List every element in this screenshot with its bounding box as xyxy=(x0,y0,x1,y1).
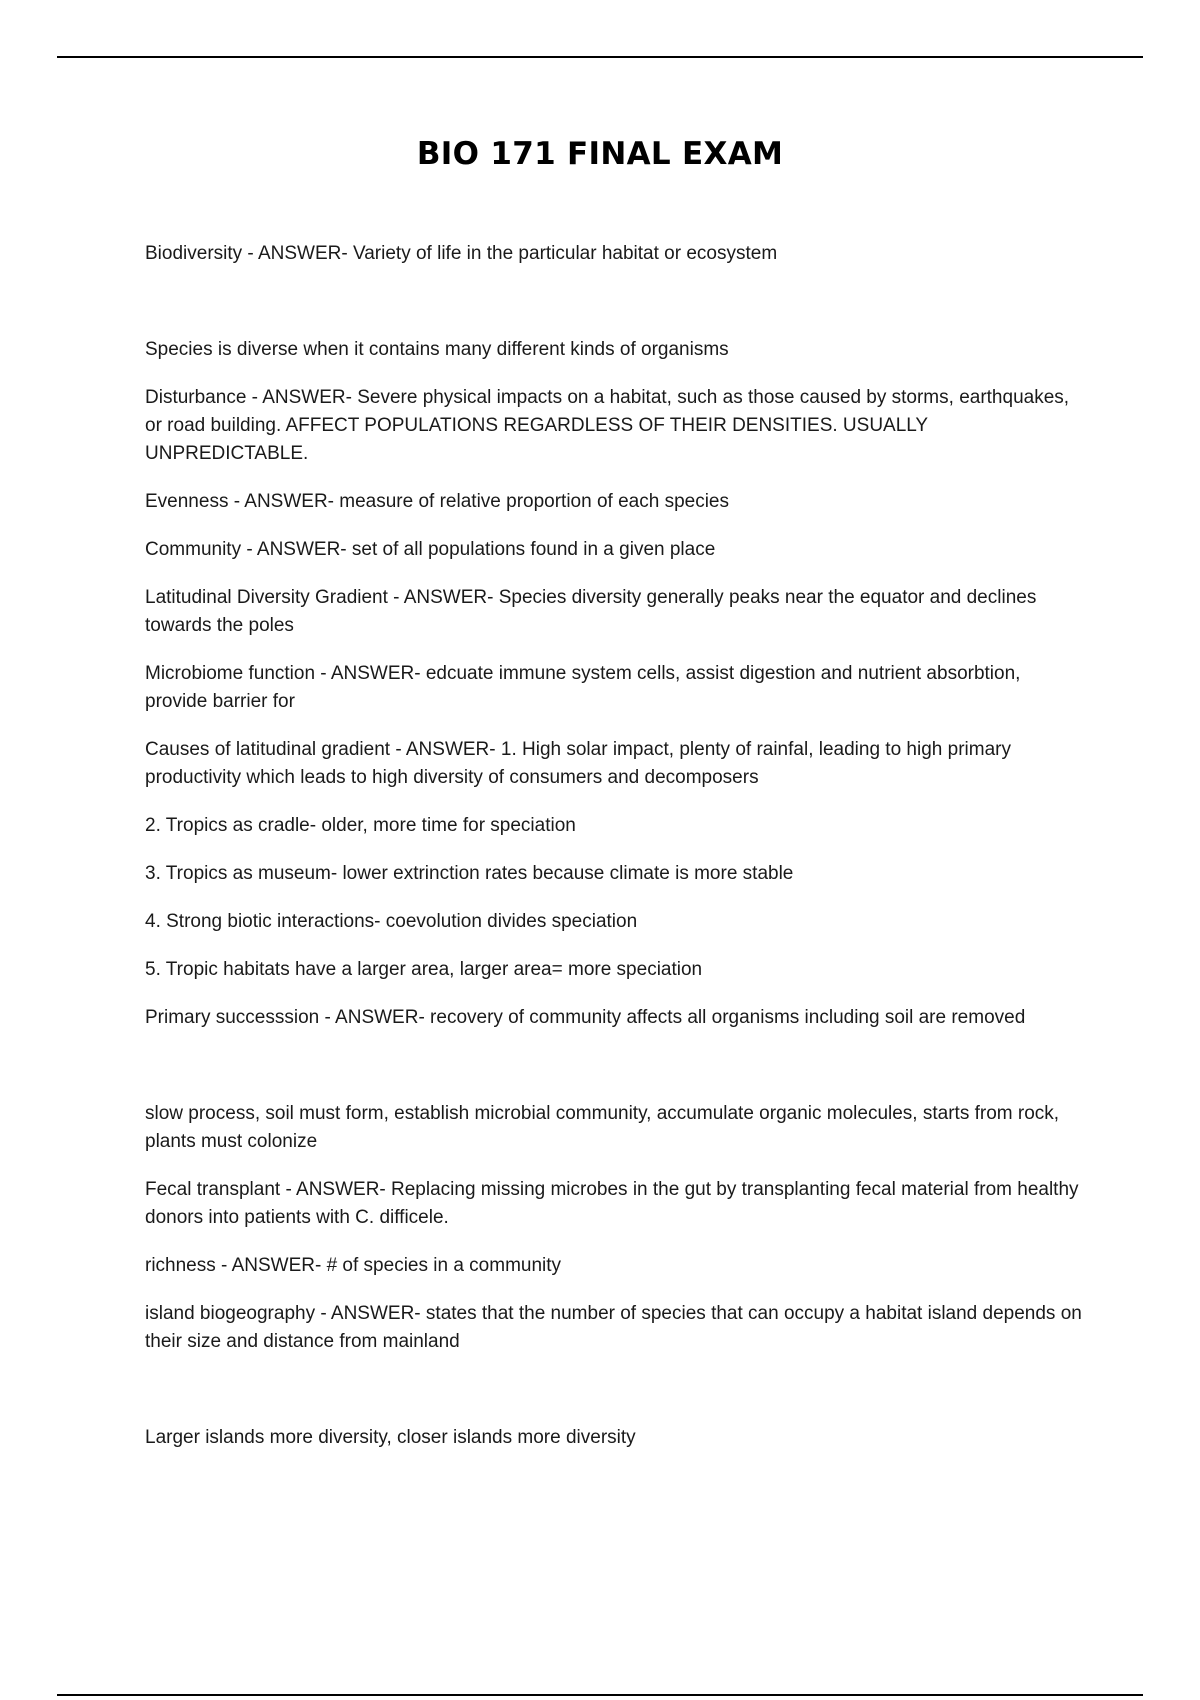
paragraph-disturbance: Disturbance - ANSWER- Severe physical impacts on a habitat, such as those caused by storms, earthquakes, or road building. AFFECT POPULATIONS REGARDLESS OF THEIR DENSITIES. USUALLY UNPREDICTABLE. xyxy=(145,387,1070,464)
paragraph-microbiome-function: Microbiome function - ANSWER- edcuate immune system cells, assist digestion and nutrient absorbtion, provide barrier for xyxy=(145,663,1021,712)
paragraph-cause-2: 2. Tropics as cradle- older, more time for speciation xyxy=(145,815,576,836)
bottom-divider xyxy=(57,1694,1143,1696)
paragraph-cause-3: 3. Tropics as museum- lower extrinction rates because climate is more stable xyxy=(145,863,794,884)
paragraph-biodiversity: Biodiversity - ANSWER- Variety of life in the particular habitat or ecosystem xyxy=(145,243,778,264)
top-divider xyxy=(57,56,1143,58)
paragraph-community: Community - ANSWER- set of all populations found in a given place xyxy=(145,539,716,560)
paragraph-slow-process: slow process, soil must form, establish microbial community, accumulate organic molecules, starts from rock, plants must colonize xyxy=(145,1103,1060,1152)
paragraph-evenness: Evenness - ANSWER- measure of relative proportion of each species xyxy=(145,491,729,512)
paragraph-cause-4: 4. Strong biotic interactions- coevolution divides speciation xyxy=(145,911,638,932)
paragraph-fecal-transplant: Fecal transplant - ANSWER- Replacing missing microbes in the gut by transplanting fecal material from healthy donors into patients with C. difficele. xyxy=(145,1179,1079,1228)
paragraph-primary-succession: Primary successsion - ANSWER- recovery of community affects all organisms including soil are removed xyxy=(145,1007,1026,1028)
paragraph-island-biogeography: island biogeography - ANSWER- states that the number of species that can occupy a habitat island depends on their size and distance from mainland xyxy=(145,1303,1082,1352)
paragraph-species-diverse: Species is diverse when it contains many different kinds of organisms xyxy=(145,339,729,360)
paragraph-latitudinal-gradient: Latitudinal Diversity Gradient - ANSWER- Species diversity generally peaks near the equator and declines towards the poles xyxy=(145,587,1037,636)
page-title: BIO 171 FINAL EXAM xyxy=(416,136,784,172)
paragraph-larger-islands: Larger islands more diversity, closer islands more diversity xyxy=(145,1427,636,1448)
paragraph-cause-5: 5. Tropic habitats have a larger area, larger area= more speciation xyxy=(145,959,703,980)
document-body xyxy=(145,240,1085,1452)
paragraph-causes-gradient: Causes of latitudinal gradient - ANSWER- 1. High solar impact, plenty of rainfal, leading to high primary productivity which leads to high diversity of consumers and decomposers xyxy=(145,739,1011,788)
paragraph-richness: richness - ANSWER- # of species in a community xyxy=(145,1255,562,1276)
